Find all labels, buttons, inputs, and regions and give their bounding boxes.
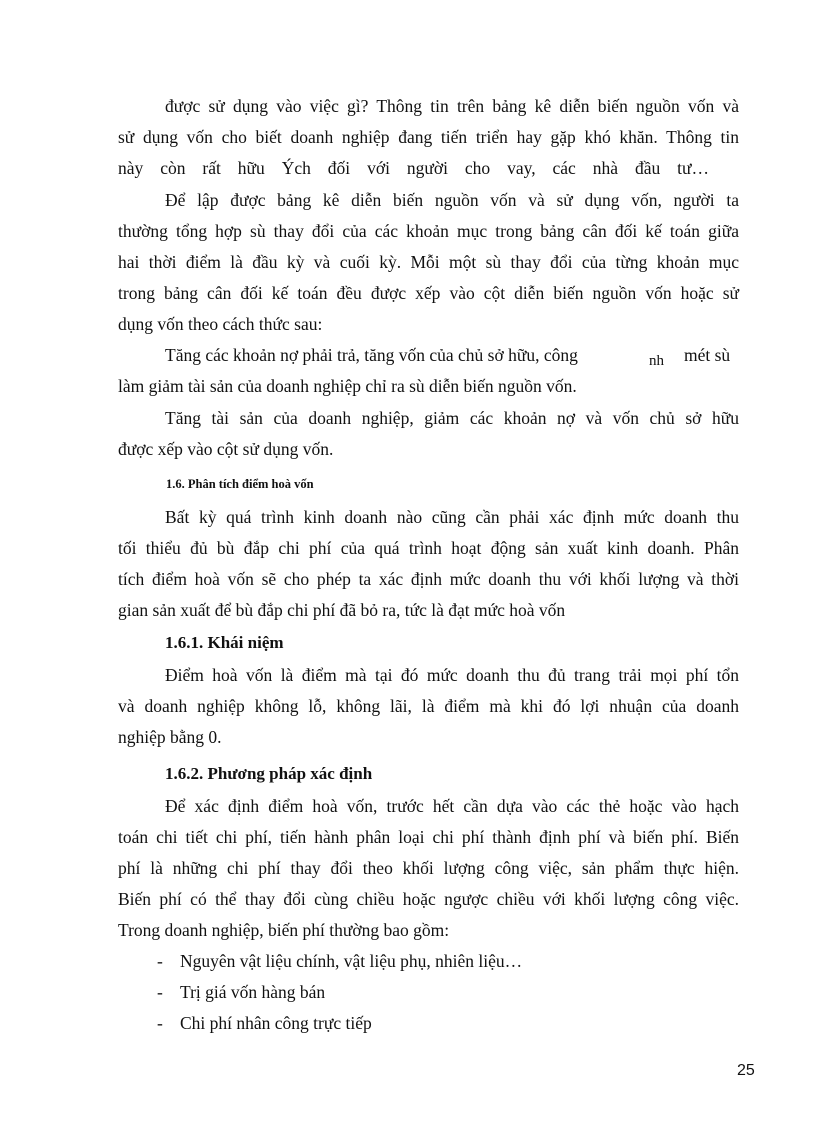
paragraph-line: này còn rất hữu Ých đối với người cho vay, các nhà đầu tư… (118, 158, 709, 178)
paragraph-line: hai thời điểm là đầu kỳ và cuối kỳ. Mỗi một sù thay đổi của từng khoản mục (118, 252, 739, 272)
bullet-marker: - (157, 951, 163, 971)
paragraph-line: làm giảm tài sản của doanh nghiệp chỉ ra sù diễn biến nguồn vốn. (118, 376, 577, 396)
paragraph-line: Bất kỳ quá trình kinh doanh nào cũng cần phải xác định mức doanh thu (165, 507, 739, 527)
subheading-concept: 1.6.1. Khái niệm (165, 633, 284, 652)
page-number: 25 (737, 1062, 755, 1079)
inline-fragment: nh (649, 353, 664, 369)
paragraph-line: mét sù (684, 345, 731, 365)
paragraph-line: trong bảng cân đối kế toán đều được xếp vào cột diễn biến nguồn vốn hoặc sử (118, 283, 739, 303)
paragraph-line: sử dụng vốn cho biết doanh nghiệp đang tiến triển hay gặp khó khăn. Thông tin (118, 127, 739, 147)
bullet-marker: - (157, 1013, 163, 1033)
paragraph-line: được sử dụng vào việc gì? Thông tin trên bảng kê diễn biến nguồn vốn và (165, 96, 739, 116)
paragraph-line: được xếp vào cột sử dụng vốn. (118, 439, 334, 459)
bullet-marker: - (157, 982, 163, 1002)
paragraph-line: tích điểm hoà vốn sẽ cho phép ta xác định mức doanh thu với khối lượng và thời (118, 569, 739, 589)
paragraph-line: và doanh nghiệp không lỗ, không lãi, là điểm mà khi đó lợi nhuận của doanh (118, 696, 739, 716)
list-item: Trị giá vốn hàng bán (180, 982, 326, 1002)
paragraph-line: Để xác định điểm hoà vốn, trước hết cần dựa vào các thẻ hoặc vào hạch (165, 796, 739, 816)
paragraph-line: Điểm hoà vốn là điểm mà tại đó mức doanh thu đủ trang trải mọi phí tổn (165, 665, 739, 685)
list-item: Chi phí nhân công trực tiếp (180, 1013, 372, 1033)
paragraph-line: dụng vốn theo cách thức sau: (118, 314, 323, 334)
subheading-method: 1.6.2. Phương pháp xác định (165, 764, 373, 783)
paragraph-line: Trong doanh nghiệp, biến phí thường bao gồm: (118, 920, 450, 940)
paragraph-line: gian sản xuất để bù đắp chi phí đã bỏ ra, tức là đạt mức hoà vốn (118, 600, 566, 620)
paragraph-line: toán chi tiết chi phí, tiến hành phân loại chi phí thành định phí và biến phí. Biến (118, 827, 739, 847)
paragraph-line: Biến phí có thể thay đổi cùng chiều hoặc ngược chiều với khối lượng công việc. (118, 889, 739, 909)
paragraph-line: thường tổng hợp sù thay đổi của các khoản mục trong bảng cân đối kế toán giữa (118, 221, 739, 241)
section-heading: 1.6. Phân tích điểm hoà vốn (166, 477, 314, 491)
paragraph-line: phí là những chi phí thay đổi theo khối lượng công việc, sản phẩm thực hiện. (118, 858, 739, 878)
paragraph-line: Để lập được bảng kê diễn biến nguồn vốn và sử dụng vốn, người ta (165, 190, 739, 210)
paragraph-line: Tăng tài sản của doanh nghiệp, giảm các khoản nợ và vốn chủ sở hữu (165, 408, 739, 428)
paragraph-line: tối thiểu đủ bù đắp chi phí của quá trình hoạt động sản xuất kinh doanh. Phân (118, 538, 739, 558)
paragraph-line: Tăng các khoản nợ phải trả, tăng vốn của chủ sở hữu, công (165, 345, 578, 365)
paragraph-line: nghiệp bằng 0. (118, 727, 222, 747)
list-item: Nguyên vật liệu chính, vật liệu phụ, nhiên liệu… (180, 951, 523, 971)
